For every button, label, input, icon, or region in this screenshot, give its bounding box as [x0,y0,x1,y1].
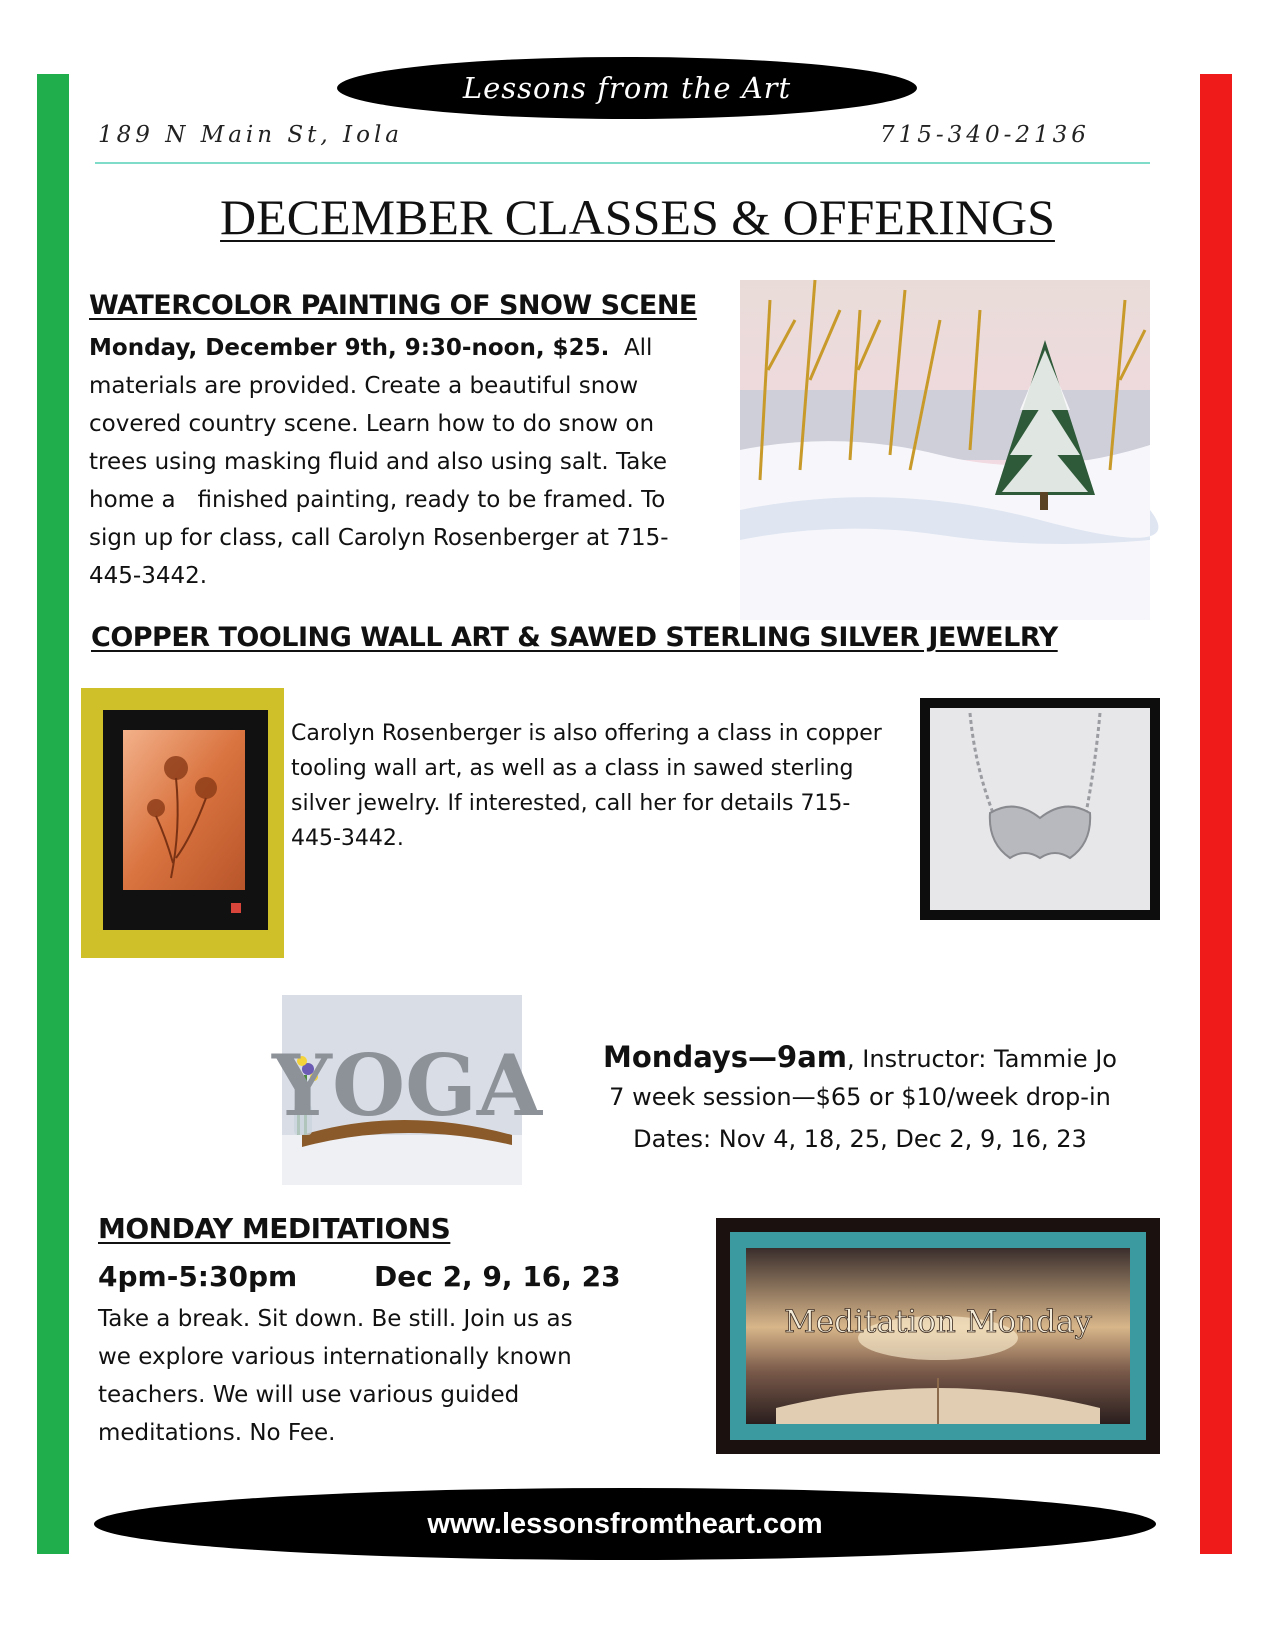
meditation-heading: MONDAY MEDITATIONS [98,1212,451,1245]
meditation-time: 4pm-5:30pm [98,1260,298,1293]
meditation-dates: Dec 2, 9, 16, 23 [374,1260,621,1293]
meditation-line: Take a break. Sit down. Be still. Join us as [98,1306,573,1332]
copper-line: 445-3442. [291,826,404,851]
yoga-sign-text: YOGA [271,1036,543,1135]
watercolor-line: All [623,335,653,361]
copper-line: silver jewelry. If interested, call her for details 715- [291,791,851,816]
meditation-image-text: Meditation Monday [784,1304,1092,1340]
watercolor-line: 445-3442. [89,563,208,589]
snow-scene-painting [740,280,1150,620]
footer-banner [94,1488,1156,1560]
watercolor-line: covered country scene. Learn how to do snow on [89,411,655,437]
silver-jewelry-photo [920,698,1160,920]
copper-description [291,716,911,856]
meditation-line: meditations. No Fee. [98,1420,336,1446]
phone-number: 715-340-2136 [880,122,1090,148]
copper-heading: COPPER TOOLING WALL ART & SAWED STERLING SILVER JEWELRY [91,622,1058,653]
yoga-sign-photo [271,995,543,1185]
address: 189 N Main St, Iola [98,122,404,148]
yoga-dates: Dates: Nov 4, 18, 25, Dec 2, 9, 16, 23 [633,1125,1087,1153]
yoga-session: 7 week session—$65 or $10/week drop-in [609,1083,1111,1111]
yoga-schedule [560,1040,1160,1074]
page-title: DECEMBER CLASSES & OFFERINGS [220,189,1055,245]
header-divider [95,162,1150,164]
watercolor-line: home a finished painting, ready to be framed. To [89,487,666,513]
copper-tooling-art-photo [81,688,284,958]
yoga-instructor: , Instructor: Tammie Jo [847,1045,1117,1073]
copper-line: Carolyn Rosenberger is also offering a class in copper [291,721,882,746]
watercolor-heading: WATERCOLOR PAINTING OF SNOW SCENE [89,290,697,321]
business-name: Lessons from the Art [462,71,792,105]
watercolor-lead: Monday, December 9th, 9:30-noon, $25. [89,335,610,361]
copper-line: tooling wall art, as well as a class in sawed sterling [291,756,854,781]
left-green-border [37,74,69,1554]
watercolor-description [89,329,729,595]
right-red-border [1200,74,1232,1554]
meditation-line: we explore various internationally known [98,1344,572,1370]
meditation-monday-image [716,1218,1160,1454]
website-link[interactable]: www.lessonsfromtheart.com [427,1507,823,1540]
watercolor-line: trees using masking fluid and also using salt. Take [89,449,668,475]
meditation-description [98,1300,698,1452]
watercolor-line: materials are provided. Create a beautiful snow [89,373,639,399]
meditation-line: teachers. We will use various guided [98,1382,520,1408]
watercolor-line: sign up for class, call Carolyn Rosenberger at 715- [89,525,669,551]
yoga-day-time: Mondays—9am [603,1040,848,1074]
header-banner [337,57,917,119]
